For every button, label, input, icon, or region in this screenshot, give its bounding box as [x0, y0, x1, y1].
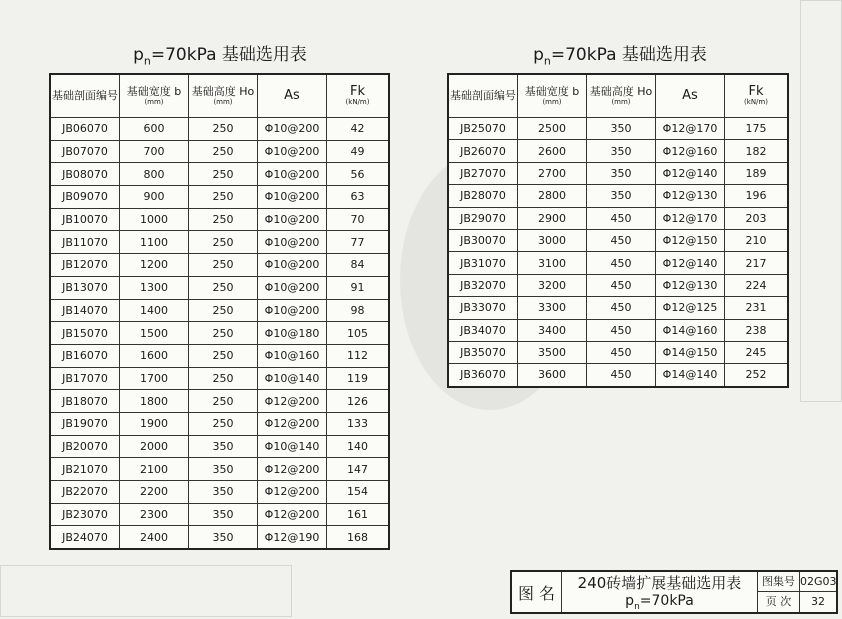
height-ho-cell: 450	[587, 207, 656, 229]
bearing-fk-cell: 42	[327, 118, 390, 141]
section-code-cell: JB27070	[448, 162, 518, 184]
col-header-code: 基础剖面编号	[50, 74, 120, 118]
bearing-fk-cell: 224	[725, 274, 789, 296]
bearing-fk-cell: 196	[725, 185, 789, 207]
section-code-cell: JB12070	[50, 254, 120, 277]
atlas-number-label: 图集号	[762, 575, 795, 588]
width-b-cell: 800	[120, 163, 189, 186]
col-header-height: 基础高度 Ho (mm)	[189, 74, 258, 118]
bearing-fk-cell: 49	[327, 140, 390, 163]
atlas-number-label-cell	[758, 572, 800, 592]
section-code-cell: JB33070	[448, 297, 518, 319]
left-selection-table	[49, 73, 390, 550]
section-code-cell: JB26070	[448, 140, 518, 162]
width-b-cell: 1700	[120, 367, 189, 390]
table-row	[50, 299, 389, 322]
bearing-fk-cell: 168	[327, 526, 390, 549]
width-b-cell: 1000	[120, 208, 189, 231]
table-row	[50, 163, 389, 186]
table-row	[50, 208, 389, 231]
section-code-cell: JB30070	[448, 229, 518, 251]
reinforcement-as-cell: Φ10@200	[258, 299, 327, 322]
reinforcement-as-cell: Φ10@200	[258, 186, 327, 209]
section-code-cell: JB08070	[50, 163, 120, 186]
section-code-cell: JB09070	[50, 186, 120, 209]
bearing-fk-cell: 105	[327, 322, 390, 345]
atlas-number-value-cell	[800, 572, 836, 592]
width-b-cell: 1400	[120, 299, 189, 322]
height-ho-cell: 350	[189, 458, 258, 481]
bearing-fk-cell: 252	[725, 364, 789, 387]
bearing-fk-cell: 161	[327, 503, 390, 526]
table-row	[448, 207, 788, 229]
bearing-fk-cell: 126	[327, 390, 390, 413]
width-b-cell: 1200	[120, 254, 189, 277]
width-b-cell: 3500	[518, 341, 587, 363]
col-header-width: 基础宽度 b (mm)	[120, 74, 189, 118]
section-code-cell: JB21070	[50, 458, 120, 481]
width-b-cell: 2200	[120, 481, 189, 504]
bearing-fk-cell: 112	[327, 344, 390, 367]
section-code-cell: JB06070	[50, 118, 120, 141]
width-b-cell: 3400	[518, 319, 587, 341]
reinforcement-as-cell: Φ12@200	[258, 458, 327, 481]
width-b-cell: 2300	[120, 503, 189, 526]
section-code-cell: JB20070	[50, 435, 120, 458]
width-b-cell: 3000	[518, 229, 587, 251]
table-row	[50, 412, 389, 435]
height-ho-cell: 250	[189, 254, 258, 277]
height-ho-cell: 250	[189, 367, 258, 390]
drawing-name-label: 图 名	[517, 583, 556, 603]
section-code-cell: JB23070	[50, 503, 120, 526]
width-b-cell: 2900	[518, 207, 587, 229]
bearing-fk-cell: 189	[725, 162, 789, 184]
bleed-through-frame	[800, 0, 842, 402]
width-b-cell: 3100	[518, 252, 587, 274]
section-code-cell: JB36070	[448, 364, 518, 387]
reinforcement-as-cell: Φ12@200	[258, 503, 327, 526]
table-row	[50, 254, 389, 277]
section-code-cell: JB35070	[448, 341, 518, 363]
bearing-fk-cell: 154	[327, 481, 390, 504]
section-code-cell: JB07070	[50, 140, 120, 163]
bearing-fk-cell: 245	[725, 341, 789, 363]
atlas-number-value: 02G03	[800, 575, 837, 588]
page-label-cell	[758, 592, 800, 612]
height-ho-cell: 350	[189, 503, 258, 526]
width-b-cell: 1300	[120, 276, 189, 299]
bearing-fk-cell: 203	[725, 207, 789, 229]
bearing-fk-cell: 84	[327, 254, 390, 277]
section-code-cell: JB14070	[50, 299, 120, 322]
height-ho-cell: 450	[587, 252, 656, 274]
page-value-cell	[800, 592, 836, 612]
reinforcement-as-cell: Φ10@160	[258, 344, 327, 367]
table-row	[50, 118, 389, 141]
col-header-fk: Fk (kN/m)	[327, 74, 390, 118]
width-b-cell: 2000	[120, 435, 189, 458]
drawing-name-line2: $p_n=70kPa$	[625, 593, 694, 612]
width-b-cell: 2600	[518, 140, 587, 162]
reinforcement-as-cell: Φ12@150	[656, 229, 725, 251]
table-row	[50, 390, 389, 413]
reinforcement-as-cell: Φ12@125	[656, 297, 725, 319]
drawing-name-cell	[562, 572, 758, 612]
width-b-cell: 600	[120, 118, 189, 141]
section-code-cell: JB22070	[50, 481, 120, 504]
table-row	[448, 341, 788, 363]
table-row	[448, 274, 788, 296]
height-ho-cell: 450	[587, 341, 656, 363]
reinforcement-as-cell: Φ12@170	[656, 118, 725, 140]
table-row	[448, 364, 788, 387]
col-header-height: 基础高度 Ho (mm)	[587, 74, 656, 118]
drawing-name-line1: 240砖墙扩展基础选用表	[577, 574, 742, 592]
table-row	[448, 118, 788, 140]
height-ho-cell: 450	[587, 297, 656, 319]
height-ho-cell: 450	[587, 364, 656, 387]
table-row	[50, 526, 389, 549]
bearing-fk-cell: 98	[327, 299, 390, 322]
reinforcement-as-cell: Φ12@190	[258, 526, 327, 549]
table-row	[50, 503, 389, 526]
section-code-cell: JB29070	[448, 207, 518, 229]
height-ho-cell: 250	[189, 322, 258, 345]
height-ho-cell: 250	[189, 208, 258, 231]
section-code-cell: JB11070	[50, 231, 120, 254]
bearing-fk-cell: 210	[725, 229, 789, 251]
drawing-name-label-cell	[512, 572, 562, 612]
section-code-cell: JB16070	[50, 344, 120, 367]
bearing-fk-cell: 231	[725, 297, 789, 319]
section-code-cell: JB34070	[448, 319, 518, 341]
section-code-cell: JB15070	[50, 322, 120, 345]
table-row	[50, 344, 389, 367]
bearing-fk-cell: 91	[327, 276, 390, 299]
bearing-fk-cell: 238	[725, 319, 789, 341]
height-ho-cell: 350	[587, 185, 656, 207]
col-header-as: As	[656, 74, 725, 118]
table-row	[448, 140, 788, 162]
reinforcement-as-cell: Φ14@150	[656, 341, 725, 363]
reinforcement-as-cell: Φ14@160	[656, 319, 725, 341]
section-code-cell: JB18070	[50, 390, 120, 413]
section-code-cell: JB10070	[50, 208, 120, 231]
reinforcement-as-cell: Φ10@200	[258, 276, 327, 299]
reinforcement-as-cell: Φ10@200	[258, 254, 327, 277]
height-ho-cell: 250	[189, 390, 258, 413]
reinforcement-as-cell: Φ12@170	[656, 207, 725, 229]
width-b-cell: 2100	[120, 458, 189, 481]
table-row	[50, 481, 389, 504]
width-b-cell: 3300	[518, 297, 587, 319]
reinforcement-as-cell: Φ10@200	[258, 118, 327, 141]
bearing-fk-cell: 217	[725, 252, 789, 274]
page-label: 页 次	[765, 595, 792, 608]
table-row	[50, 140, 389, 163]
table-row	[50, 276, 389, 299]
height-ho-cell: 250	[189, 412, 258, 435]
height-ho-cell: 250	[189, 299, 258, 322]
width-b-cell: 1100	[120, 231, 189, 254]
height-ho-cell: 350	[189, 435, 258, 458]
reinforcement-as-cell: Φ10@200	[258, 231, 327, 254]
width-b-cell: 2700	[518, 162, 587, 184]
width-b-cell: 2500	[518, 118, 587, 140]
bearing-fk-cell: 56	[327, 163, 390, 186]
bearing-fk-cell: 140	[327, 435, 390, 458]
table-row	[50, 458, 389, 481]
width-b-cell: 3200	[518, 274, 587, 296]
table-row	[50, 322, 389, 345]
width-b-cell: 900	[120, 186, 189, 209]
table-row	[448, 252, 788, 274]
bearing-fk-cell: 77	[327, 231, 390, 254]
section-code-cell: JB25070	[448, 118, 518, 140]
bearing-fk-cell: 182	[725, 140, 789, 162]
height-ho-cell: 350	[189, 526, 258, 549]
left-table-title: $p_n=70kPa$ 基础选用表	[133, 45, 307, 68]
table-header-row	[448, 74, 788, 118]
col-header-width: 基础宽度 b (mm)	[518, 74, 587, 118]
table-row	[448, 185, 788, 207]
bearing-fk-cell: 63	[327, 186, 390, 209]
bleed-through-frame	[0, 565, 292, 617]
drawing-title-block	[510, 570, 838, 614]
reinforcement-as-cell: Φ12@200	[258, 412, 327, 435]
section-code-cell: JB32070	[448, 274, 518, 296]
height-ho-cell: 250	[189, 140, 258, 163]
reinforcement-as-cell: Φ10@140	[258, 367, 327, 390]
reinforcement-as-cell: Φ10@200	[258, 208, 327, 231]
right-table-title: $p_n=70kPa$ 基础选用表	[533, 45, 707, 68]
height-ho-cell: 350	[189, 481, 258, 504]
table-row	[448, 162, 788, 184]
section-code-cell: JB19070	[50, 412, 120, 435]
table-row	[50, 367, 389, 390]
width-b-cell: 2800	[518, 185, 587, 207]
col-header-as: As	[258, 74, 327, 118]
width-b-cell: 1600	[120, 344, 189, 367]
bearing-fk-cell: 175	[725, 118, 789, 140]
reinforcement-as-cell: Φ12@130	[656, 274, 725, 296]
width-b-cell: 3600	[518, 364, 587, 387]
height-ho-cell: 350	[587, 118, 656, 140]
section-code-cell: JB28070	[448, 185, 518, 207]
width-b-cell: 1500	[120, 322, 189, 345]
table-row	[448, 297, 788, 319]
reinforcement-as-cell: Φ12@200	[258, 481, 327, 504]
height-ho-cell: 250	[189, 276, 258, 299]
height-ho-cell: 250	[189, 118, 258, 141]
height-ho-cell: 250	[189, 163, 258, 186]
reinforcement-as-cell: Φ10@200	[258, 140, 327, 163]
reinforcement-as-cell: Φ12@140	[656, 162, 725, 184]
table-row	[50, 435, 389, 458]
table-row	[50, 186, 389, 209]
reinforcement-as-cell: Φ10@180	[258, 322, 327, 345]
table-header-row	[50, 74, 389, 118]
height-ho-cell: 350	[587, 162, 656, 184]
width-b-cell: 1800	[120, 390, 189, 413]
width-b-cell: 1900	[120, 412, 189, 435]
height-ho-cell: 450	[587, 319, 656, 341]
bearing-fk-cell: 119	[327, 367, 390, 390]
reinforcement-as-cell: Φ12@160	[656, 140, 725, 162]
height-ho-cell: 250	[189, 186, 258, 209]
bearing-fk-cell: 70	[327, 208, 390, 231]
section-code-cell: JB17070	[50, 367, 120, 390]
section-code-cell: JB13070	[50, 276, 120, 299]
reinforcement-as-cell: Φ12@140	[656, 252, 725, 274]
height-ho-cell: 250	[189, 344, 258, 367]
section-code-cell: JB31070	[448, 252, 518, 274]
section-code-cell: JB24070	[50, 526, 120, 549]
table-row	[448, 319, 788, 341]
col-header-code: 基础剖面编号	[448, 74, 518, 118]
height-ho-cell: 450	[587, 274, 656, 296]
right-selection-table	[447, 73, 789, 388]
col-header-fk: Fk (kN/m)	[725, 74, 789, 118]
reinforcement-as-cell: Φ14@140	[656, 364, 725, 387]
bearing-fk-cell: 133	[327, 412, 390, 435]
width-b-cell: 700	[120, 140, 189, 163]
reinforcement-as-cell: Φ12@130	[656, 185, 725, 207]
width-b-cell: 2400	[120, 526, 189, 549]
height-ho-cell: 450	[587, 229, 656, 251]
height-ho-cell: 250	[189, 231, 258, 254]
table-row	[50, 231, 389, 254]
reinforcement-as-cell: Φ10@140	[258, 435, 327, 458]
table-row	[448, 229, 788, 251]
height-ho-cell: 350	[587, 140, 656, 162]
page-value: 32	[811, 595, 825, 608]
reinforcement-as-cell: Φ10@200	[258, 163, 327, 186]
bearing-fk-cell: 147	[327, 458, 390, 481]
reinforcement-as-cell: Φ12@200	[258, 390, 327, 413]
